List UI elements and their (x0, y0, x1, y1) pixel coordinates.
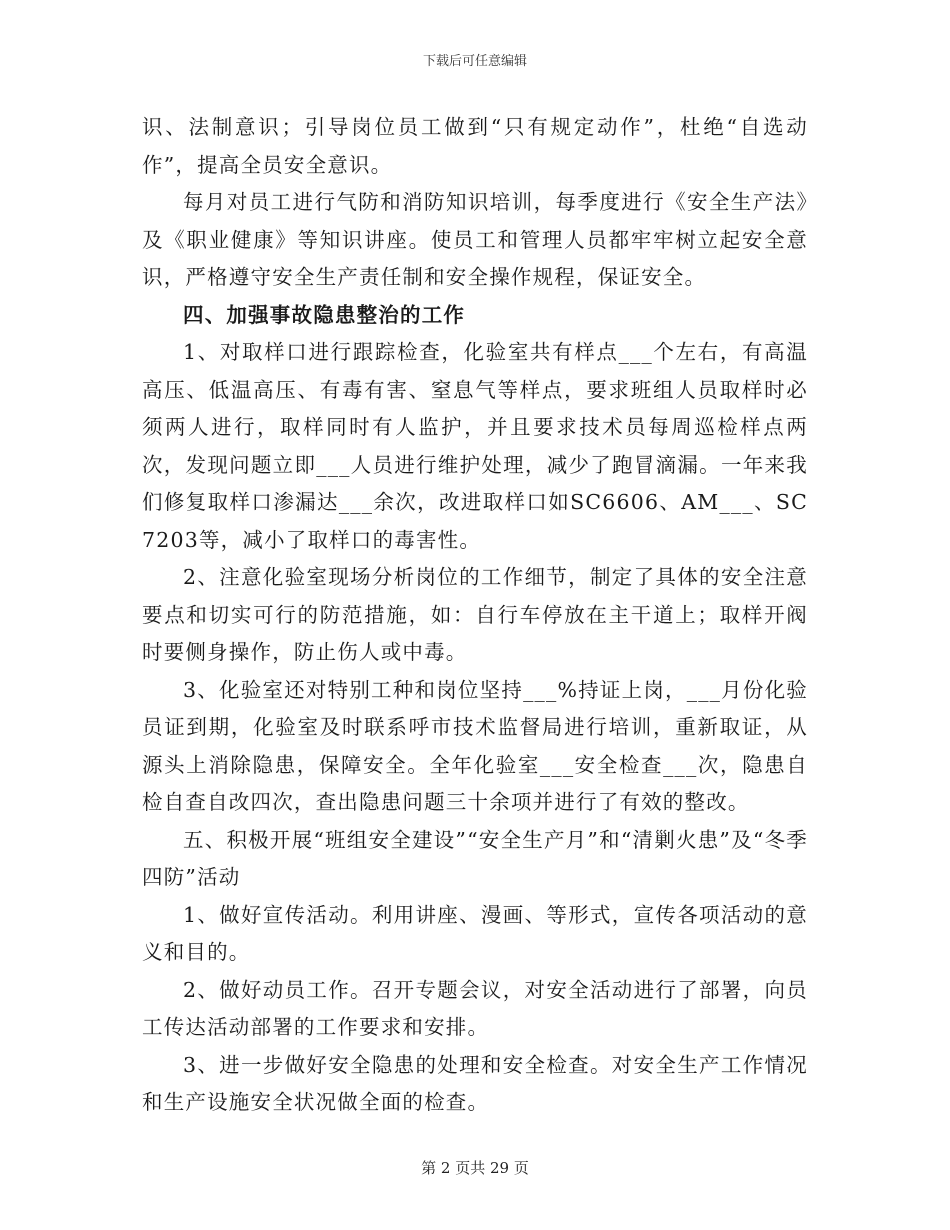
paragraph-certification: 3、化验室还对特别工种和岗位坚持___%持证上岗，___月份化验员证到期，化验室及时联系呼市技术监督局进行培训，重新取证，从源头上消除隐患，保障安全。全年化验室___安全检查___次，隐患自检自查自改四次，查出隐患问题三十余项并进行了有效的整改。 (142, 677, 808, 814)
paragraph-sampling-check: 1、对取样口进行跟踪检查，化验室共有样点___个左右，有高温高压、低温高压、有毒有害、窒息气等样点，要求班组人员取样时必须两人进行，取样同时有人监护，并且要求技术员每周巡检样点两次，发现问题立即___人员进行维护处理，减少了跑冒滴漏。一年来我们修复取样口渗漏达___余次，改进取样口如SC6606、AM___、SC7203等，减小了取样口的毒害性。 (142, 340, 808, 552)
page-header: 下载后可任意编辑 (422, 54, 527, 69)
paragraph-training: 每月对员工进行气防和消防知识培训，每季度进行《安全生产法》及《职业健康》等知识讲座。使员工和管理人员都牢牢树立起安全意识，严格遵守安全生产责任制和安全操作规程，保证安全。 (142, 190, 808, 289)
section-heading-four: 四、加强事故隐患整治的工作 (183, 302, 466, 327)
paragraph-inspection: 3、进一步做好安全隐患的处理和安全检查。对安全生产工作情况和生产设施安全状况做全面的检查。 (142, 1052, 808, 1114)
section-heading-five: 五、积极开展“班组安全建设”“安全生产月”和“清剿火患”及“冬季四防”活动 (142, 827, 808, 889)
paragraph-lab-details: 2、注意化验室现场分析岗位的工作细节，制定了具体的安全注意要点和切实可行的防范措施，如：自行车停放在主干道上；取样开阀时要侧身操作，防止伤人或中毒。 (142, 565, 808, 664)
paragraph-mobilization: 2、做好动员工作。召开专题会议，对安全活动进行了部署，向员工传达活动部署的工作要求和安排。 (142, 977, 808, 1039)
paragraph-publicity: 1、做好宣传活动。利用讲座、漫画、等形式，宣传各项活动的意义和目的。 (142, 902, 808, 964)
document-body (142, 109, 808, 1122)
page-number: 第 2 页共 29 页 (421, 1159, 529, 1177)
paragraph-continuation: 识、法制意识；引导岗位员工做到“只有规定动作”，杜绝“自选动作”，提高全员安全意识。 (142, 115, 808, 177)
